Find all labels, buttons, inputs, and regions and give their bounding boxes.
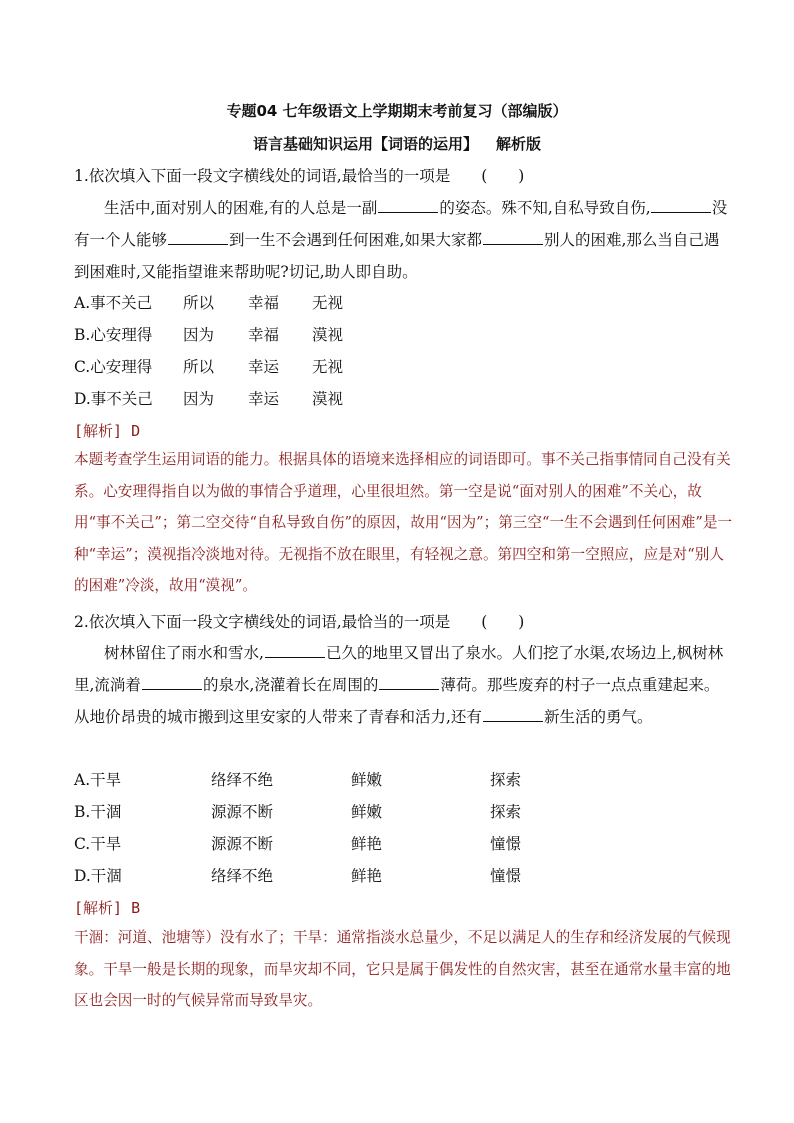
fill-blank (168, 243, 228, 245)
option-word: 幸福 (248, 294, 280, 312)
option-word: 无视 (312, 294, 344, 312)
option-word: 所以 (183, 294, 215, 312)
option-label: A.事不关己 (74, 294, 153, 312)
option-word: 络绎不绝 (211, 867, 274, 885)
fill-blank (378, 211, 438, 213)
explanation-text: 本题考查学生运用词语的能力。根据具体的语境来选择相应的词语即可。事不关己指事情同自己没有关系。心安理得指自以为做的事情合乎道理，心里很坦然。第一空是说“面对别人的困难”不关心，故用“事不关己”；第二空交待“自私导致自伤”的原因，故用“因为”；第三空“一生不会遇到任何困难”是一种“幸运”；漠视指冷淡地对待。无视指不放在眼里，有轻视之意。第四空和第一空照应，应是对“别人的困难”冷淡，故用“漠视”。 (74, 451, 733, 594)
passage-text: 生活中,面对别人的困难,有的人总是一副 (104, 199, 378, 217)
option-label: D.事不关己 (74, 390, 153, 408)
option-label: C.心安理得 (74, 358, 153, 376)
option-word: 幸运 (248, 358, 280, 376)
passage-text: 没有一个人能够 (74, 199, 728, 249)
passage-text: 薄荷。那些废弃的村子一点点重建起来。从地价昂贵的城市搬到这里安家的人带来了青春和活力,还有 (74, 676, 720, 726)
option-label: D.干涸 (74, 867, 122, 885)
fill-blank (483, 243, 543, 245)
question-1-passage (74, 192, 734, 288)
question-2-stem: 2.依次填入下面一段文字横线处的词语,最恰当的一项是 ( ) (74, 613, 525, 631)
fill-blank (483, 720, 543, 722)
option-label: C.干旱 (74, 835, 122, 853)
subtitle-version: 解析版 (496, 135, 542, 153)
passage-text: 到一生不会遇到任何困难,如果大家都 (229, 231, 482, 249)
passage-text: 新生活的勇气。 (543, 708, 653, 726)
passage-text: 的姿态。殊不知,自私导致自伤, (439, 199, 651, 217)
passage-text: 树林留住了雨水和雪水, (104, 644, 264, 662)
option-word: 漠视 (312, 390, 344, 408)
option-word: 络绎不绝 (211, 771, 274, 789)
option-word: 鲜嫩 (351, 771, 383, 789)
option-word: 幸运 (248, 390, 280, 408)
question-2-passage (74, 637, 734, 733)
fill-blank (379, 688, 439, 690)
option-label: B.心安理得 (74, 326, 153, 344)
option-word: 幸福 (248, 326, 280, 344)
passage-text: 的泉水,浇灌着长在周围的 (202, 676, 379, 694)
option-label: B.干涸 (74, 803, 122, 821)
option-word: 憧憬 (490, 867, 522, 885)
option-word: 探索 (490, 803, 522, 821)
passage-text: 已久的地里又冒出了泉水。人们挖了水渠,农场边上,枫树林里,流淌着 (74, 644, 724, 694)
option-word: 漠视 (312, 326, 344, 344)
fill-blank (651, 211, 711, 213)
answer-label: [解析] B (74, 899, 141, 917)
option-word: 憧憬 (490, 835, 522, 853)
option-word: 因为 (183, 390, 215, 408)
option-word: 因为 (183, 326, 215, 344)
option-word: 鲜艳 (351, 867, 383, 885)
option-word: 无视 (312, 358, 344, 376)
passage-text: 别人的困难,那么当自己遇到困难时,又能指望谁来帮助呢?切记,助人即自助。 (74, 231, 720, 281)
option-word: 探索 (490, 771, 522, 789)
option-word: 源源不断 (211, 835, 274, 853)
option-word: 鲜嫩 (351, 803, 383, 821)
answer-label: [解析] D (74, 422, 141, 440)
fill-blank (265, 656, 325, 658)
page-title: 专题04 七年级语文上学期期末考前复习（部编版） (226, 102, 568, 120)
explanation-text: 干涸：河道、池塘等）没有水了；干旱：通常指淡水总量少，不足以满足人的生存和经济发展的气候现象。干旱一般是长期的现象，而旱灾却不同，它只是属于偶发性的自然灾害，甚至在通常水量丰富的地区也会因一时的气候异常而导致旱灾。 (74, 929, 731, 1009)
option-label: A.干旱 (74, 771, 122, 789)
option-word: 鲜艳 (351, 835, 383, 853)
question-1-stem: 1.依次填入下面一段文字横线处的词语,最恰当的一项是 ( ) (74, 167, 525, 185)
subtitle-topic: 语言基础知识运用【词语的运用】 (252, 135, 478, 153)
page-subtitle (0, 133, 794, 154)
option-word: 所以 (183, 358, 215, 376)
fill-blank (142, 688, 202, 690)
option-word: 源源不断 (211, 803, 274, 821)
